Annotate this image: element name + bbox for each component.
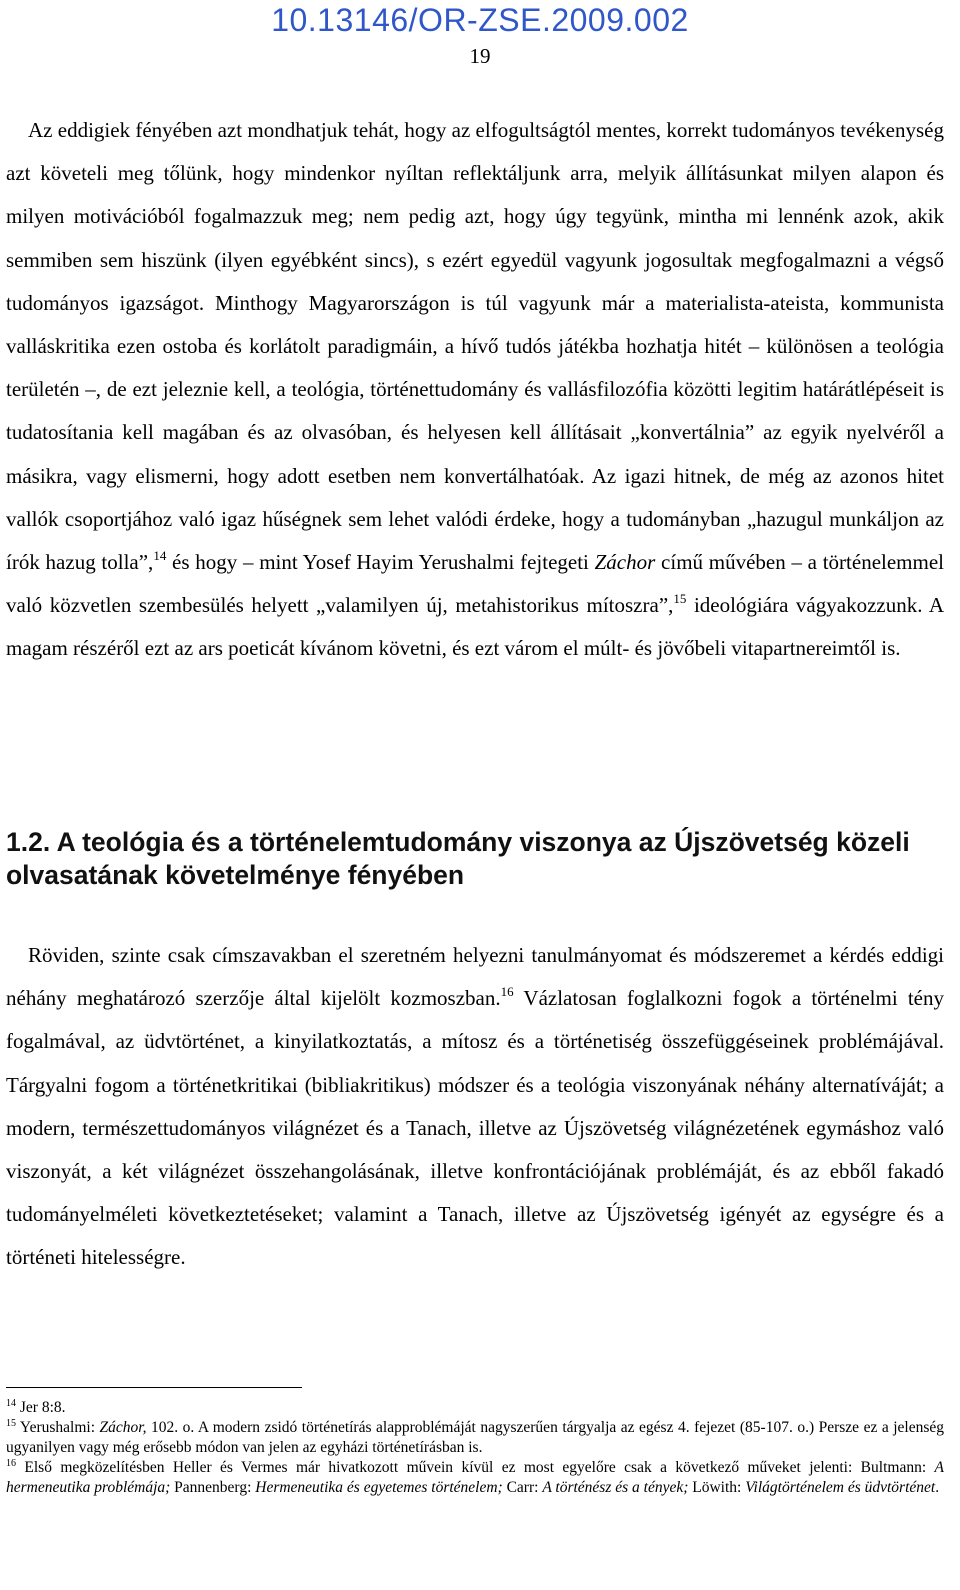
footnote-separator <box>6 1387 302 1388</box>
footnote-number: 14 <box>6 1398 16 1409</box>
footnote-ref-16[interactable]: 16 <box>500 984 514 1000</box>
work-title: A történész és a tények; <box>542 1479 689 1496</box>
footnote-text: Pannenberg: <box>170 1479 256 1496</box>
footnote-text: Jer 8:8. <box>16 1399 66 1416</box>
doi-header: 10.13146/OR-ZSE.2009.002 <box>271 2 689 38</box>
work-title: Záchor <box>594 550 656 575</box>
body-paragraph-2 <box>6 934 944 1280</box>
footnote-ref-14[interactable]: 14 <box>153 548 167 564</box>
paragraph-text: Vázlatosan foglalkozni fogok a történelmi tény fogalmával, az üdvtörténet, a kinyilatkoztatás, a mítosz és a történetiség összefüggéseinek problémájával. Tárgyalni fogom a történetkritikai (bibliakritikus) módszer és a teológia viszonyának néhány alternatíváját; a modern, természettudományos világnézet és a Tanach, illetve az Újszövetség világnézetének egymáshoz való viszonyát, a két világnézet összehangolásának, illetve konfrontációjának problémáját, és az ebből fakadó tudományelméleti következtetéseket; valamint a Tanach, illetve az Újszövetség igényét az egységre és a történeti hitelességre. <box>6 986 944 1270</box>
footnote-14 <box>6 1398 944 1418</box>
section-title: A teológia és a történelemtudomány viszonya az Újszövetség közeli olvasatának követelménye fényében <box>6 827 910 890</box>
paragraph-text: című művében – a történelemmel való közvetlen szembesülés helyett „valamilyen új, metahistorikus mítoszra”, <box>6 550 944 618</box>
page-number: 19 <box>469 44 491 68</box>
footnote-text: Carr: <box>502 1479 543 1496</box>
section-heading <box>6 826 944 892</box>
footnote-text: Yerushalmi: <box>16 1419 100 1436</box>
footnote-number: 16 <box>6 1458 16 1469</box>
footnote-text: Löwith: <box>688 1479 746 1496</box>
work-title: Világtörténelem és üdvtörténet <box>745 1479 936 1496</box>
footnote-number: 15 <box>6 1418 16 1429</box>
footnote-15 <box>6 1418 944 1458</box>
footnotes <box>6 1398 944 1498</box>
work-title: Hermeneutika és egyetemes történelem; <box>255 1479 503 1496</box>
footnote-ref-15[interactable]: 15 <box>673 591 687 607</box>
footnote-text: 102. o. A modern zsidó történetírás alapproblémáját nagyszerűen tárgyalja az egész 4. fejezet (85-107. o.) Persze ez a jelenség ugyanilyen vagy még erősebb módon van jelen az egyházi történetírásban is. <box>6 1419 944 1456</box>
footnote-16 <box>6 1458 944 1498</box>
paragraph-text: ideológiára vágyakozzunk. A magam részéről ezt az ars poeticát kívánom követni, és ezt várom el múlt- és jövőbeli vitapartnereimtől is. <box>6 593 945 661</box>
paragraph-text: Röviden, szinte csak címszavakban el szeretném helyezni tanulmányomat és módszeremet a kérdés eddigi néhány meghatározó szerzője által kijelölt kozmoszban. <box>6 943 944 1011</box>
paragraph-text: és hogy – mint Yosef Hayim Yerushalmi fejtegeti <box>166 550 595 575</box>
footnote-text: Első megközelítésben Heller és Vermes már hivatkozott művein kívül ez most egyelőre csak a következő műveket jelenti: Bultmann: <box>16 1459 935 1476</box>
work-title: A hermeneutika problémája; <box>6 1459 944 1496</box>
section-number: 1.2. <box>6 827 51 857</box>
footnote-text: . <box>935 1479 940 1496</box>
body-paragraph-1 <box>6 109 944 671</box>
paragraph-text: Az eddigiek fényében azt mondhatjuk tehát, hogy az elfogultságtól mentes, korrekt tudományos tevékenység azt követeli meg tőlünk, hogy mindenkor nyíltan reflektáljunk arra, melyik állításunkat milyen alapon és milyen motivációból fogalmazzuk meg; nem pedig azt, hogy úgy tegyünk, mintha mi lennénk azok, akik semmiben sem hiszünk (ilyen egyébként sincs), s ezért egyedül vagyunk jogosultak megfogalmazni a végső tudományos igazságot. Minthogy Magyarországon is túl vagyunk már a materialista-ateista, kommunista valláskritika ezen ostoba és korlátolt paradigmáin, a hívő tudós játékba hozhatja hitét – különösen a teológia területén –, de ezt jeleznie kell, a teológia, történettudomány és vallásfilozófia közötti legitim határátlépéseit is tudatosítania kell magában és az olvasóban, és helyesen kell állításait „konvertálnia” az egyik nyelvéről a másikra, vagy elismerni, hogy adott esetben nem konvertálhatóak. Az igazi hitnek, de még az azonos hitet vallók csoportjához való igaz hűségnek sem lehet valódi érdeke, hogy a tudományban „hazugul munkáljon az írók hazug tolla”, <box>6 118 944 575</box>
work-title: Záchor, <box>99 1419 147 1436</box>
